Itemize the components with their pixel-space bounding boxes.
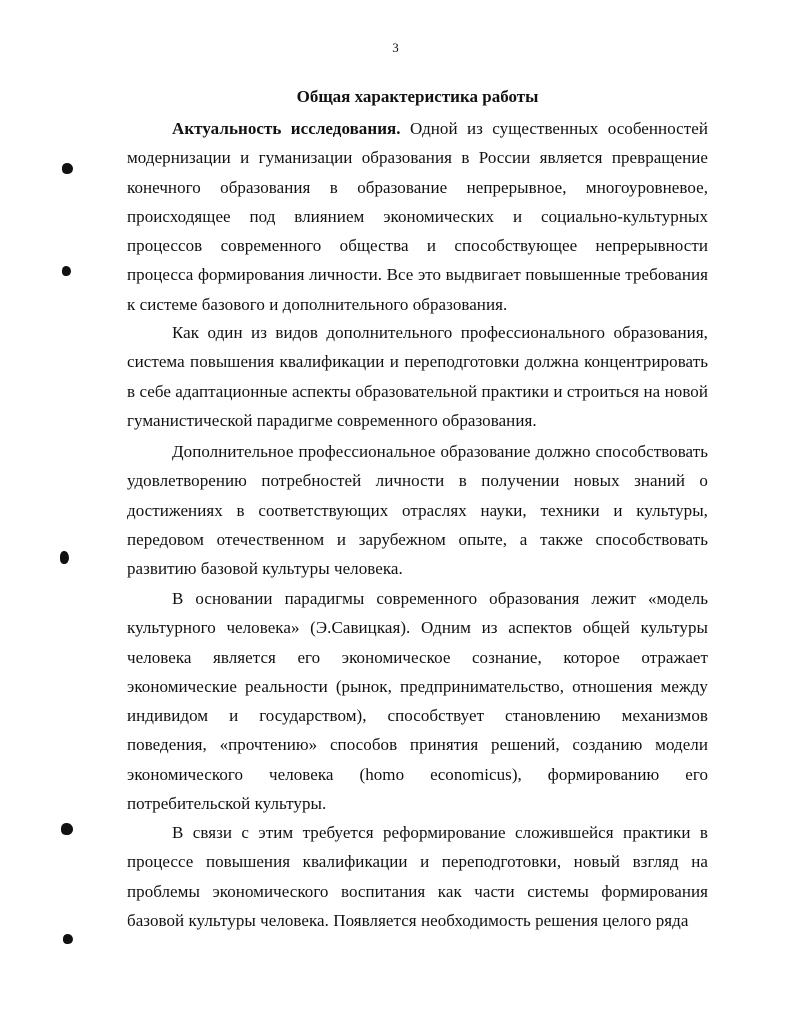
paragraph-lead: Актуальность исследования. — [172, 119, 401, 138]
binder-hole-mark — [61, 823, 73, 835]
paragraph-text: Одной из существенных особенностей модернизации и гуманизации образования в России является превращение конечного образования в образование непрерывное, многоуровневое, происходящее под влиянием экономических и социально-культурных процессов современного общества и способствующее непрерывности процесса формирования личности. Все это выдвигает повышенные требования к системе базового и дополнительного образования. — [127, 119, 708, 314]
paragraph-additional-education: Дополнительное профессиональное образование должно способствовать удовлетворению потребностей личности в получении новых знаний о достижениях в соответствующих отраслях науки, техники и культуры, передовом отечественном и зарубежном опыте, а также способствовать развитию базовой культуры человека. — [127, 442, 708, 579]
page-title: Общая характеристика работы — [296, 87, 539, 106]
page-number: 3 — [392, 40, 399, 55]
binder-hole-mark — [60, 551, 69, 564]
binder-hole-mark — [62, 266, 71, 276]
paragraph-relevance — [127, 114, 708, 319]
binder-hole-mark — [62, 163, 73, 174]
binder-hole-mark — [63, 934, 73, 944]
paragraph-reform: В связи с этим требуется реформирование сложившейся практики в процессе повышения квалификации и переподготовки, новый взгляд на проблемы экономического воспитания как части системы формирования базовой культуры человека. Появляется необходимость решения целого ряда — [127, 823, 708, 930]
paragraph-professional-education: Как один из видов дополнительного профессионального образования, система повышения квалификации и переподготовки должна концентрировать в себе адаптационные аспекты образовательной практики и строиться на новой гуманистической парадигме современного образования. — [127, 323, 708, 430]
paragraph-paradigm: В основании парадигмы современного образования лежит «модель культурного человека» (Э.Савицкая). Одним из аспектов общей культуры человека является его экономическое сознание, которое отражает экономические реальности (рынок, предпринимательство, отношения между индивидом и государством), способствует становлению механизмов поведения, «прочтению» способов принятия решений, созданию модели экономического человека (homo economicus), формированию его потребительской культуры. — [127, 589, 708, 814]
